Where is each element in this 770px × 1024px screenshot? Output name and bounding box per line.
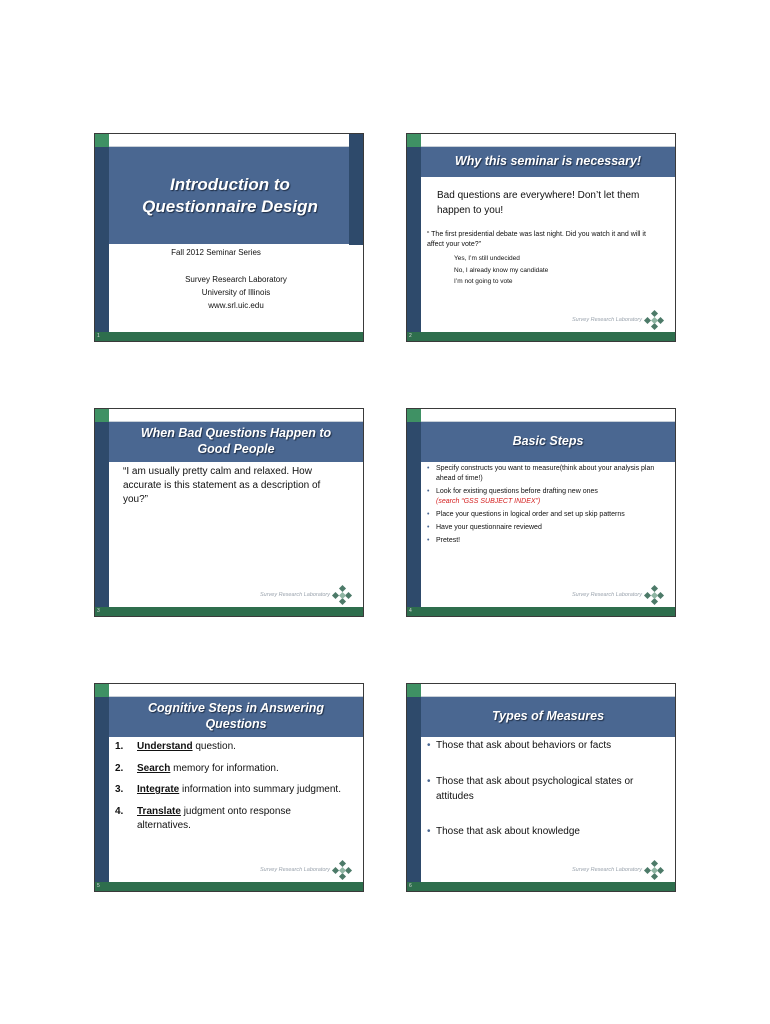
search-note: (search “GSS SUBJECT INDEX”) — [436, 498, 541, 505]
list-item — [427, 510, 661, 520]
top-line — [109, 134, 363, 147]
step-keyword: Integrate — [137, 784, 180, 795]
slide-body — [427, 464, 661, 546]
list-item — [427, 536, 661, 546]
footer-text: Survey Research Laboratory — [571, 317, 642, 323]
bullet-text: Have your questionnaire reviewed — [436, 524, 542, 531]
step-text: question. — [192, 741, 236, 752]
page-number: 3 — [97, 608, 100, 614]
subtitle-block — [109, 248, 363, 310]
option-item: I’m not going to vote — [454, 278, 513, 285]
lab-name: Survey Research Laboratory — [185, 275, 287, 284]
slide-footer — [260, 861, 351, 879]
step-keyword: Search — [137, 762, 171, 774]
step-text: information into summary judgment. — [179, 784, 341, 795]
bullet-text: Look for existing questions before drafting new ones — [436, 488, 598, 495]
list-item — [427, 774, 661, 804]
left-bar — [95, 684, 109, 891]
slide-body — [427, 738, 661, 839]
list-item — [115, 762, 341, 777]
quote-text: “I am usually pretty calm and relaxed. How accurate is this statement as a description of you?” — [123, 466, 321, 505]
slide-footer — [260, 586, 351, 604]
slide-5 — [94, 683, 364, 892]
bottom-bar — [95, 882, 363, 891]
steps-list — [115, 740, 341, 834]
step-number: 4. — [115, 805, 124, 817]
right-bar — [349, 134, 363, 245]
slide-4 — [406, 408, 676, 617]
list-item — [427, 738, 661, 753]
top-line — [421, 684, 675, 697]
bullet-text: Place your questions in logical order and set up skip patterns — [436, 511, 625, 518]
slide-footer — [572, 586, 663, 604]
slide-body — [123, 465, 341, 507]
bottom-bar — [407, 882, 675, 891]
page-number: 6 — [409, 883, 412, 889]
top-line — [109, 684, 363, 697]
bullet-text: Those that ask about knowledge — [436, 826, 580, 837]
bottom-bar — [407, 607, 675, 616]
option-item: No, I already know my candidate — [454, 266, 549, 274]
srl-logo-icon — [333, 586, 351, 604]
top-line — [421, 409, 675, 422]
step-number: 2. — [115, 762, 124, 774]
slide-title: Cognitive Steps in Answering Questions — [109, 697, 363, 737]
bullet-text: Those that ask about psychological states or attitudes — [436, 776, 634, 802]
step-text: memory for information. — [170, 762, 279, 774]
step-number: 1. — [115, 741, 124, 752]
left-bar — [95, 409, 109, 616]
left-bar — [95, 134, 109, 341]
slide-6 — [406, 683, 676, 892]
slide-title: Why this seminar is necessary! — [421, 147, 675, 177]
list-item — [115, 805, 341, 834]
option-list — [454, 253, 661, 288]
page-number: 1 — [97, 333, 100, 339]
page-number: 5 — [97, 883, 100, 889]
list-item — [427, 487, 661, 507]
website: www.srl.uic.edu — [208, 301, 264, 310]
bullet-text: Specify constructs you want to measure(think about your analysis plan ahead of time!) — [436, 465, 655, 482]
corner-square — [95, 409, 109, 422]
bottom-bar — [95, 607, 363, 616]
slide-title: Types of Measures — [421, 697, 675, 737]
slide-title: Basic Steps — [421, 422, 675, 462]
intro-text: Bad questions are everywhere! Don’t let them happen to you! — [437, 190, 640, 216]
corner-square — [407, 684, 421, 697]
bullet-text: Those that ask about behaviors or facts — [436, 740, 612, 751]
srl-logo-icon — [645, 586, 663, 604]
corner-square — [95, 134, 109, 147]
slide-2 — [406, 133, 676, 342]
bottom-bar — [407, 332, 675, 341]
left-bar — [407, 134, 421, 341]
bullet-text: Pretest! — [436, 537, 461, 544]
srl-logo-icon — [645, 861, 663, 879]
slide-footer — [572, 861, 663, 879]
slide-footer — [572, 311, 663, 329]
university: University of Illinois — [201, 288, 271, 297]
footer-text: Survey Research Laboratory — [259, 592, 330, 598]
step-keyword: Translate — [137, 805, 181, 817]
srl-logo-icon — [333, 861, 351, 879]
slide-title: When Bad Questions Happen to Good People — [109, 422, 363, 462]
left-bar — [407, 684, 421, 891]
list-item — [427, 464, 661, 484]
bottom-bar — [95, 332, 363, 341]
slide-body — [115, 740, 341, 834]
corner-square — [95, 684, 109, 697]
option-item: Yes, I’m still undecided — [454, 255, 520, 262]
quote-text: “ The first presidential debate was last night. Did you watch it and will it affect your vote?” — [427, 231, 646, 248]
list-item — [427, 824, 661, 839]
top-line — [421, 134, 675, 147]
list-item — [427, 523, 661, 533]
corner-square — [407, 134, 421, 147]
srl-logo-icon — [645, 311, 663, 329]
slide-title: Introduction to Questionnaire Design — [142, 175, 318, 216]
slide-3 — [94, 408, 364, 617]
seminar-series: Fall 2012 Seminar Series — [171, 248, 261, 257]
corner-square — [407, 409, 421, 422]
page-number: 2 — [409, 333, 412, 339]
step-number: 3. — [115, 784, 124, 795]
step-keyword: Understand — [137, 741, 193, 752]
bullet-list — [427, 738, 661, 839]
bullet-list — [427, 464, 661, 546]
slide-body — [427, 188, 661, 288]
slide-1 — [94, 133, 364, 342]
footer-text: Survey Research Laboratory — [571, 867, 642, 873]
step-text: judgment onto response alternatives. — [137, 805, 291, 831]
left-bar — [407, 409, 421, 616]
footer-text: Survey Research Laboratory — [571, 592, 642, 598]
footer-text: Survey Research Laboratory — [259, 867, 330, 873]
top-line — [109, 409, 363, 422]
list-item — [115, 783, 341, 798]
list-item — [115, 740, 341, 755]
page-number: 4 — [409, 608, 412, 614]
